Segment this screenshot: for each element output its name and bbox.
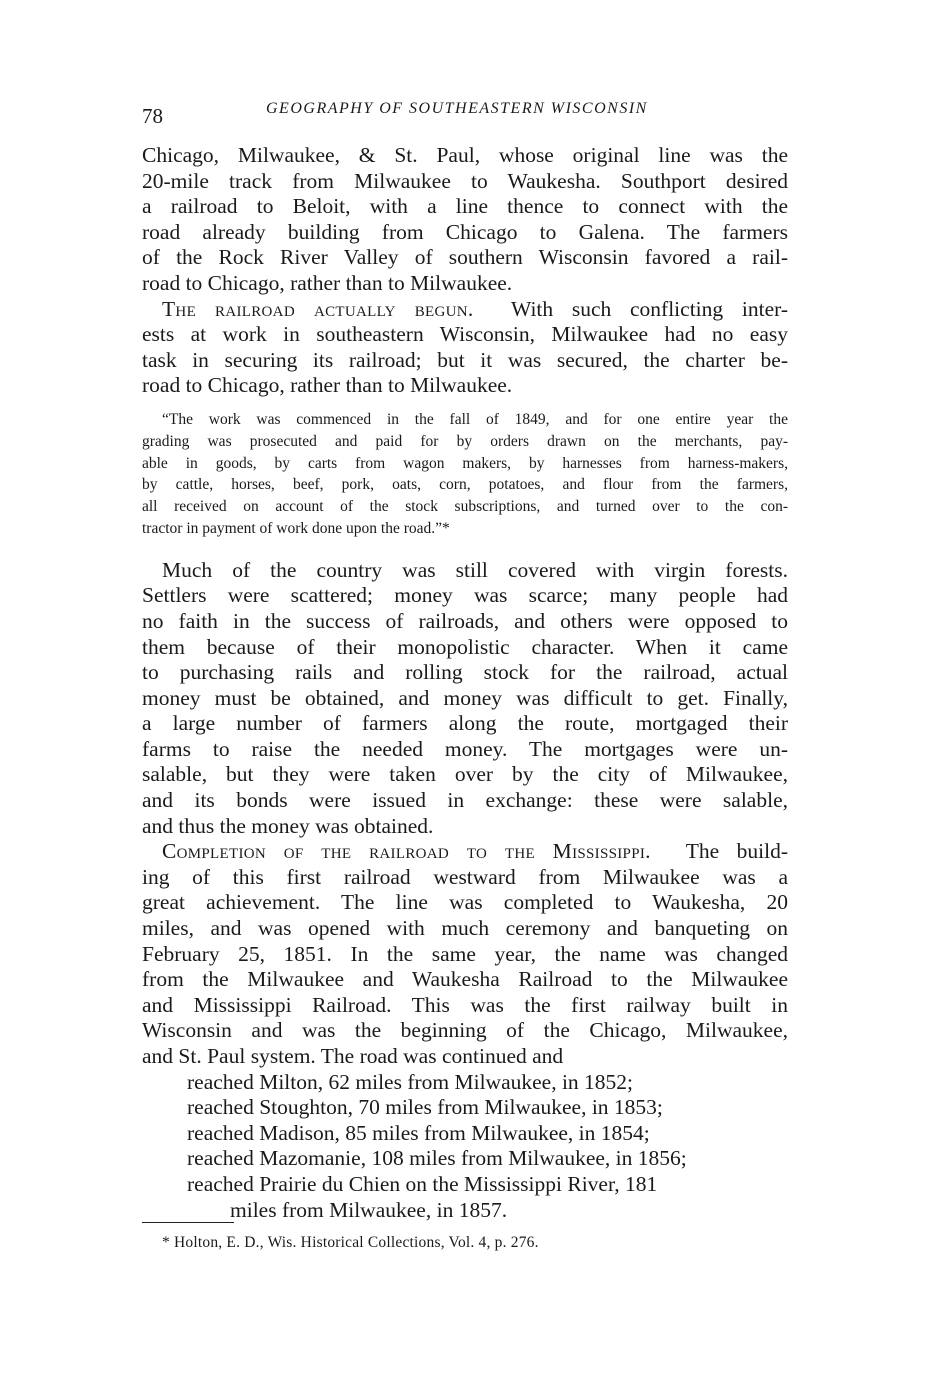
page-body bbox=[142, 143, 788, 1223]
quote-line: all received on account of the stock subscriptions, and turned over to the con- bbox=[142, 498, 788, 516]
paragraph-1 bbox=[142, 143, 788, 297]
quote-line: by cattle, horses, beef, pork, oats, corn, potatoes, and flour from the farmers, bbox=[142, 476, 788, 494]
text-line: them because of their monopolistic character. When it came bbox=[142, 634, 788, 659]
list-item: reached Madison, 85 miles from Milwaukee, in 1854; bbox=[187, 1120, 650, 1145]
text-line: from the Milwaukee and Waukesha Railroad to the Milwaukee bbox=[142, 967, 788, 992]
text-line: ing of this first railroad westward from Milwaukee was a bbox=[142, 864, 788, 889]
text-line: road already building from Chicago to Galena. The farmers bbox=[142, 219, 788, 244]
list-item: reached Stoughton, 70 miles from Milwaukee, in 1853; bbox=[187, 1095, 663, 1120]
text-line: and thus the money was obtained. bbox=[142, 813, 434, 838]
text-line: money must be obtained, and money was difficult to get. Finally, bbox=[142, 685, 788, 710]
text-line: and Mississippi Railroad. This was the first railway built in bbox=[142, 992, 788, 1017]
text-line: Settlers were scattered; money was scarce; many people had bbox=[142, 583, 788, 608]
block-quote bbox=[142, 409, 788, 540]
list-item-continuation: miles from Milwaukee, in 1857. bbox=[230, 1197, 508, 1222]
page-header bbox=[142, 98, 790, 128]
text-line: great achievement. The line was completed to Waukesha, 20 bbox=[142, 890, 788, 915]
text-line: a large number of farmers along the route, mortgaged their bbox=[142, 711, 788, 736]
text-line: Much of the country was still covered with virgin forests. bbox=[162, 557, 788, 582]
milestone-list bbox=[142, 1070, 788, 1224]
text-line: road to Chicago, rather than to Milwaukee. bbox=[142, 373, 513, 398]
text-line: and St. Paul system. The road was continued and bbox=[142, 1044, 564, 1068]
list-item: reached Mazomanie, 108 miles from Milwaukee, in 1856; bbox=[187, 1146, 687, 1171]
quote-line: able in goods, by carts from wagon makers, by harnesses from harness-makers, bbox=[142, 454, 788, 472]
section-heading: Completion of the railroad to the Mississippi. bbox=[162, 839, 651, 864]
footnote: * Holton, E. D., Wis. Historical Collections, Vol. 4, p. 276. bbox=[162, 1234, 539, 1251]
text-line: task in securing its railroad; but it was secured, the charter be- bbox=[142, 347, 788, 372]
text-line: ests at work in southeastern Wisconsin, Milwaukee had no easy bbox=[142, 322, 788, 347]
quote-line: tractor in payment of work done upon the road.”* bbox=[142, 519, 450, 537]
section-railroad-begun bbox=[142, 297, 788, 399]
list-item: reached Milton, 62 miles from Milwaukee, in 1852; bbox=[187, 1069, 634, 1094]
text-line: miles, and was opened with much ceremony and banqueting on bbox=[142, 916, 788, 941]
quote-line: grading was prosecuted and paid for by orders drawn on the merchants, pay- bbox=[142, 432, 788, 450]
running-head: GEOGRAPHY OF SOUTHEASTERN WISCONSIN bbox=[266, 100, 648, 117]
text-line: salable, but they were taken over by the city of Milwaukee, bbox=[142, 762, 788, 787]
section-completion-to-mississippi bbox=[142, 839, 788, 1069]
section-first-line-text: With such conflicting inter- bbox=[511, 296, 788, 321]
text-line: February 25, 1851. In the same year, the name was changed bbox=[142, 941, 788, 966]
text-line: Chicago, Milwaukee, & St. Paul, whose original line was the bbox=[142, 143, 788, 167]
text-line: to purchasing rails and rolling stock for the railroad, actual bbox=[142, 660, 788, 685]
page-number: 78 bbox=[142, 104, 163, 128]
text-line: 20-mile track from Milwaukee to Waukesha. Southport desired bbox=[142, 168, 788, 193]
section-first-line bbox=[142, 297, 788, 323]
text-line: and its bonds were issued in exchange: these were salable, bbox=[142, 788, 788, 813]
section-first-line-text: The build- bbox=[685, 839, 788, 864]
quote-line: “The work was commenced in the fall of 1849, and for one entire year the bbox=[162, 410, 788, 428]
footnote-rule bbox=[142, 1222, 234, 1223]
text-line: of the Rock River Valley of southern Wisconsin favored a rail- bbox=[142, 245, 788, 270]
section-heading: The railroad actually begun. bbox=[162, 296, 474, 321]
paragraph-2 bbox=[142, 558, 788, 840]
section-first-line bbox=[142, 839, 788, 865]
list-item: reached Prairie du Chien on the Mississippi River, 181 bbox=[187, 1171, 658, 1196]
text-line: road to Chicago, rather than to Milwaukee. bbox=[142, 270, 513, 295]
text-line: farms to raise the needed money. The mortgages were un- bbox=[142, 736, 788, 761]
text-line: a railroad to Beloit, with a line thence to connect with the bbox=[142, 194, 788, 219]
text-line: Wisconsin and was the beginning of the Chicago, Milwaukee, bbox=[142, 1018, 788, 1043]
text-line: no faith in the success of railroads, and others were opposed to bbox=[142, 608, 788, 633]
